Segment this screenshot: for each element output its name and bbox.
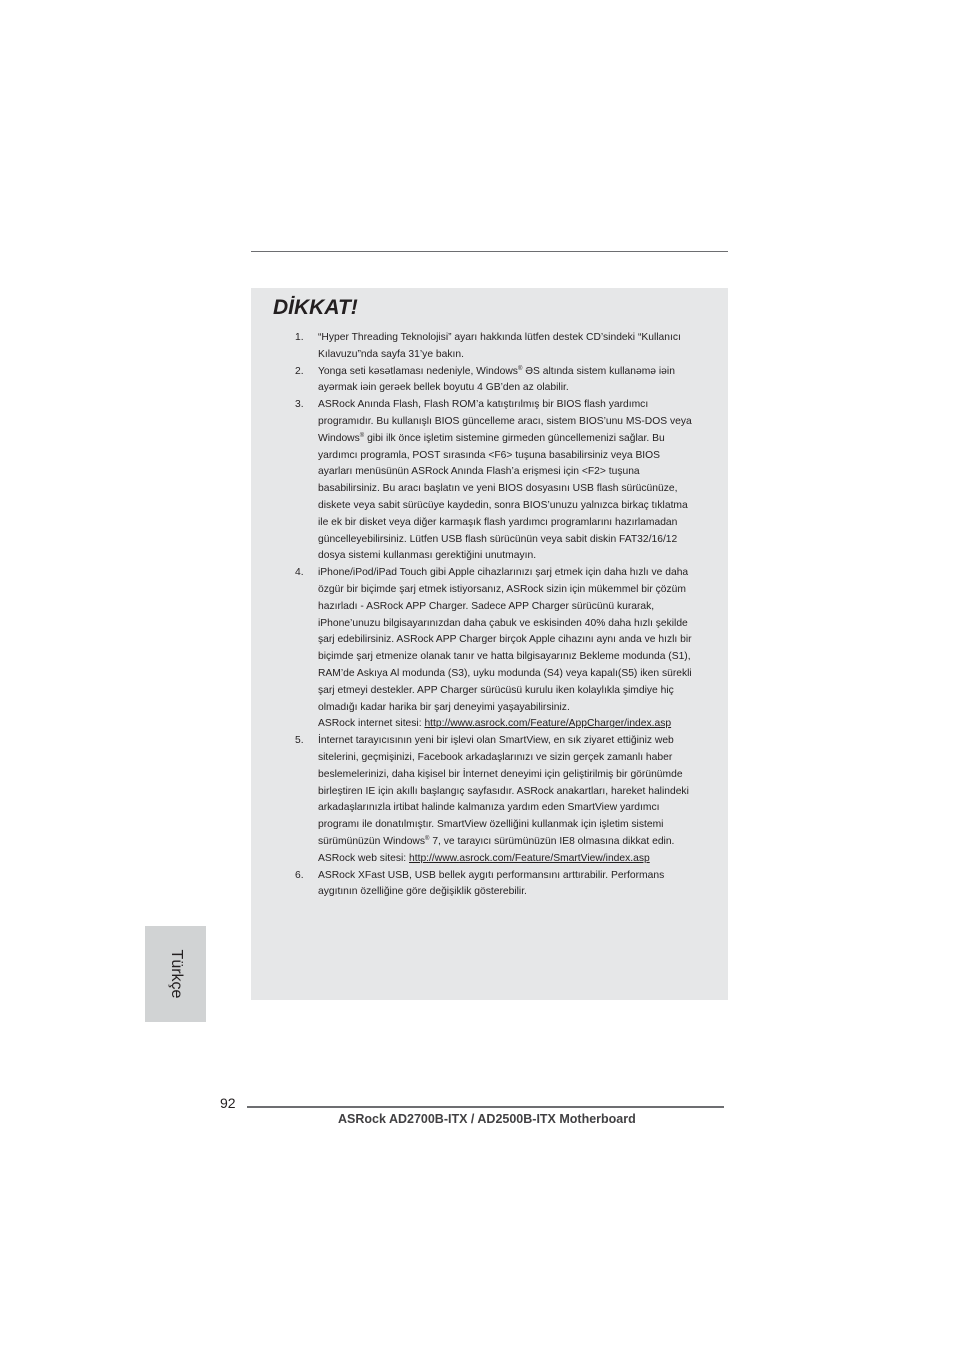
item-number: 3. [295,399,304,411]
item-text: İnternet tarayıcısının yeni bir işlevi olan SmartView, en sık ziyaret ettiğiniz web sitelerini, geçmişinizi, Facebook arkadaşlarınızı ve sizin gerçek zamanlı haber beslemelerinizi, daha kişisel bir İnternet deneyimi için geliştirilmiş bir görünümde birleştiren IE için akıllı başlangıç sayfasıdır. ASRock anakartları, hareket halindeki arkadaşlarınızla irtibat halinde kalmanıza yardım eden SmartView yardımcı programı ile donatılmıştır. SmartView özelliğini kullanmak için işletim sistemi sürümünüzün Windows [318,735,689,847]
item-text-continued: ƏS altında sistem kullanəmə iəin ayərmak iəin gerəek bellek boyutu 4 GB’den az olabilir. [318,365,675,394]
footer-product-name: ASRock AD2700B-ITX / AD2500B-ITX Motherboard [338,1112,636,1126]
item-number: 5. [295,735,304,747]
list-item [251,364,728,398]
item-text: Yonga seti kəsətlaması nedeniyle, Windows [318,365,518,377]
item-text: “Hyper Threading Teknolojisi” ayarı hakkında lütfen destek CD’sindeki “Kullanıcı Kılavuzu”nda sayfa 31’ye bakın. [318,332,681,360]
item-number: 1. [295,332,304,343]
language-label: Türkçe [167,949,185,999]
app-charger-link[interactable]: http://www.asrock.com/Feature/AppCharger/index.asp [424,718,672,730]
item-text-continued: 7, ve tarayıcı sürümünüzün IE8 olmasına dikkat edin. ASRock web sitesi: [318,835,675,864]
item-text-continued: gibi ilk önce işletim sistemine girmeden güncellemenizi sağlar. Bu yardımcı programla, POST sırasında <F6> tuşuna basabilirsiniz veya BIOS ayarları menüsünün ASRock Anında Flash’a erişmesi için <F2> tuşuna basabilirsiniz. Bu aracı başlatın ve yeni BIOS dosyasını USB flash sürücünüze, diskete veya sabit sürücüye kaydedin, sonra BIOS’unuzu yalnızca birkaç tıklatma ile ek bir disket veya diğer karmaşık flash yardımcı programlarını hazırlamadan güncelleyebilirsiniz. Lütfen USB flash sürücünün veya sabit diskin FAT32/16/12 dosya sistemi kullanması gerektiğini unutmayın. [318,432,688,562]
top-divider [251,251,728,252]
website-label: ASRock internet sitesi: [318,718,425,730]
list-item [251,397,728,565]
footer-divider [247,1106,724,1108]
smartview-link[interactable]: http://www.asrock.com/Feature/SmartView/index.asp [409,852,650,864]
list-item [251,565,728,733]
notice-box [251,288,728,1000]
item-number: 6. [295,869,304,881]
item-text: ASRock Anında Flash, Flash ROM’a katıştırılmış bir BIOS flash yardımcı programıdır. Bu kullanışlı BIOS güncelleme aracı, sistem BIOS’unu MS-DOS veya Windows [318,399,692,444]
registered-mark: ® [425,835,430,842]
item-text: iPhone/iPod/iPad Touch gibi Apple cihazlarınızı şarj etmek için daha hızlı ve daha özgür bir biçimde şarj etmek istiyorsanız, ASRock sizin için mükemmel bir çözüm hazırladı - ASRock APP Charger. Sadece APP Charger sürücünü kurarak, iPhone’unuzu bilgisayarınızdan daha çabuk ve eskisinden 40% daha hızlı şekilde şarj edebilirsiniz. ASRock APP Charger birçok Apple cihazını aynı anda ve hızlı bir biçimde şarj etmenize olanak tanır ve hatta bilgisayarınız Bekleme modunda (S1), RAM’de Askıya Al modunda (S3), uyku modunda (S4) veya kapalı(S5) iken sürekli şarj etmeyi destekler. APP Charger sürücüsü kurulu iken kolaylıkla şimdiye hiç olmadığı kadar harika bir şarj deneyimi yaşayabilirsiniz. [318,567,692,713]
list-item [251,733,728,867]
page-number: 92 [220,1095,236,1111]
notice-list [251,330,728,901]
language-side-tab [145,926,206,1022]
list-item [251,330,728,364]
item-number: 4. [295,567,304,579]
list-item [251,868,728,902]
notice-title: DİKKAT! [273,296,358,319]
item-text: ASRock XFast USB, USB bellek aygıtı performansını arttırabilir. Performans aygıtının özelliğine göre değişiklik gösterebilir. [318,869,665,898]
registered-mark: ® [359,432,365,439]
registered-mark: ® [517,365,523,372]
item-number: 2. [295,365,304,377]
